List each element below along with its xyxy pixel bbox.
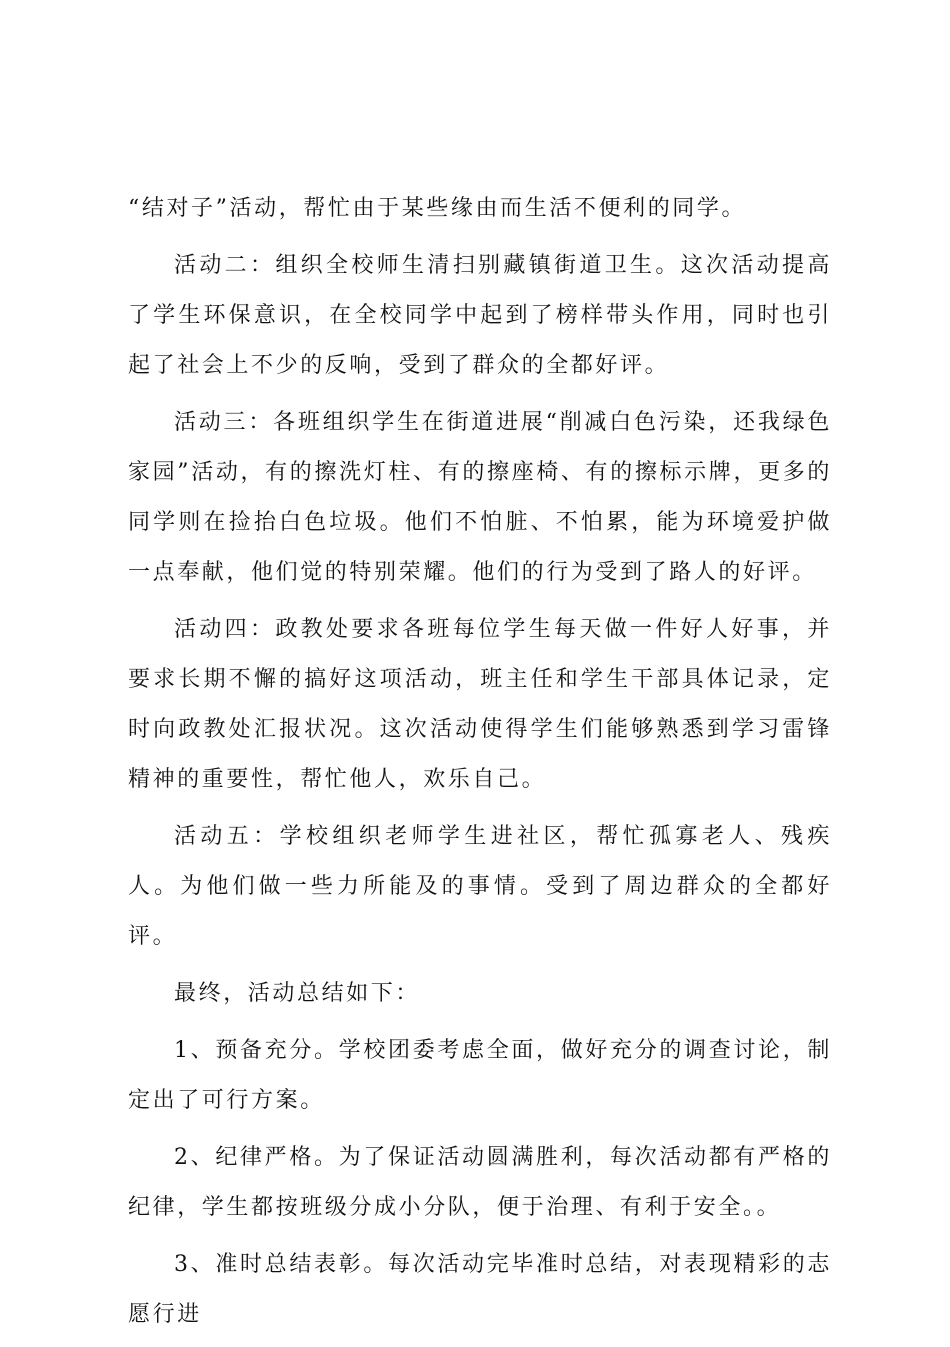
- paragraph-activity-two: 活动二：组织全校师生清扫别藏镇街道卫生。这次活动提高了学生环保意识，在全校同学中起到了榜样带头作用，同时也引起了社会上不少的反响，受到了群众的全都好评。: [128, 253, 832, 378]
- paragraph-summary-intro: 最终，活动总结如下：: [174, 981, 421, 1006]
- paragraph-activity-four: 活动四：政教处要求各班每位学生每天做一件好人好事，并要求长期不懈的搞好这项活动，班主任和学生干部具体记录，定时向政教处汇报状况。这次活动使得学生们能够熟悉到学习雷锋精神的重要性，帮忙他人，欢乐自己。: [128, 617, 832, 792]
- paragraph-summary-item-2: 2、纪律严格。为了保证活动圆满胜利，每次活动都有严格的纪律，学生都按班级分成小分队，便于治理、有利于安全。。: [128, 1145, 832, 1220]
- document-body: [128, 184, 832, 1347]
- paragraph-continuation: “结对子”活动，帮忙由于某些缘由而生活不便利的同学。: [128, 196, 747, 221]
- paragraph-activity-five: 活动五：学校组织老师学生进社区，帮忙孤寡老人、残疾人。为他们做一些力所能及的事情。受到了周边群众的全都好评。: [128, 824, 832, 949]
- paragraph-activity-three: 活动三：各班组织学生在街道进展“削减白色污染，还我绿色家园”活动，有的擦洗灯柱、有的擦座椅、有的擦标示牌，更多的同学则在捡抬白色垃圾。他们不怕脏、不怕累，能为环境爱护做一点奉献，他们觉的特别荣耀。他们的行为受到了路人的好评。: [128, 410, 832, 585]
- paragraph-summary-item-3: 3、准时总结表彰。每次活动完毕准时总结，对表现精彩的志愿行进: [128, 1252, 832, 1327]
- paragraph-summary-item-1: 1、预备充分。学校团委考虑全面，做好充分的调查讨论，制定出了可行方案。: [128, 1038, 832, 1113]
